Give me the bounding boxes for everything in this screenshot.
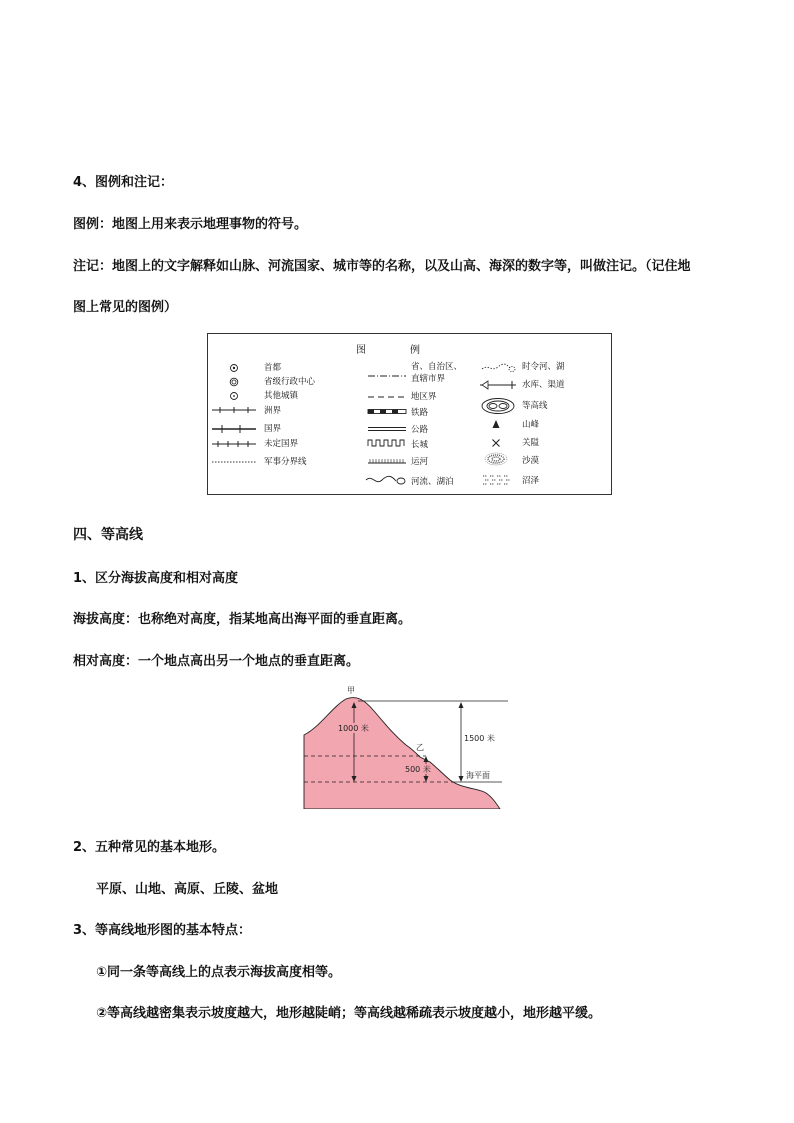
swamp-icon <box>482 474 512 486</box>
legend-label-railway: 铁路 <box>411 408 429 418</box>
military-line-icon <box>212 459 256 465</box>
legend-label-other-town: 其他城镇 <box>264 391 299 401</box>
continent-boundary-icon <box>212 406 256 414</box>
legend-label-pass: 关隘 <box>522 438 540 448</box>
subheading-contour-features: 3、等高线地形图的基本特点： <box>73 923 252 938</box>
legend-label-great-wall: 长城 <box>411 440 429 450</box>
other-town-icon <box>229 391 239 401</box>
note-definition-line1: 注记：地图上的文字解释如山脉、河流国家、城市等的名称，以及山高、海深的数字等，叫做注记。（记住地 <box>73 259 691 274</box>
region-boundary-icon <box>368 394 406 400</box>
legend-label-province-boundary-2: 直辖市界 <box>411 374 446 384</box>
legend-title-right: 例 <box>410 345 420 356</box>
relative-height-definition: 相对高度：一个地点高出另一个地点的垂直距离。 <box>73 654 360 669</box>
legend-label-seasonal-river: 时令河、湖 <box>522 362 565 372</box>
note-definition-line2: 图上常见的图例） <box>73 300 178 315</box>
undefined-boundary-icon <box>212 440 256 448</box>
legend-label-undefined-boundary: 未定国界 <box>264 439 299 449</box>
legend-label-river-lake: 河流、湖泊 <box>411 477 454 487</box>
label-sea-level: 海平面 <box>466 771 490 780</box>
pass-icon <box>491 438 501 448</box>
province-boundary-icon <box>368 373 406 379</box>
altitude-definition: 海拔高度：也称绝对高度，指某地高出海平面的垂直距离。 <box>73 612 412 627</box>
desert-icon <box>484 452 508 466</box>
section-heading-legend-notes: 4、图例和注记： <box>73 175 174 190</box>
railway-icon <box>368 408 406 416</box>
legend-label-military-line: 军事分界线 <box>264 457 307 467</box>
great-wall-icon <box>368 438 406 448</box>
legend-label-contour: 等高线 <box>522 401 548 411</box>
reservoir-channel-icon <box>480 380 516 390</box>
legend-label-province-boundary-1: 省、自治区、 <box>411 362 463 372</box>
landforms-list: 平原、山地、高原、丘陵、盆地 <box>96 882 279 897</box>
capital-icon <box>229 363 239 373</box>
label-point-jia: 甲 <box>347 686 355 695</box>
section-title-contour: 四、等高线 <box>73 527 143 543</box>
label-500m: 500 米 <box>405 765 431 774</box>
mountain-profile <box>304 698 500 810</box>
legend-label-desert: 沙漠 <box>522 456 540 466</box>
subheading-altitude: 1、区分海拔高度和相对高度 <box>73 571 239 586</box>
legend-label-highway: 公路 <box>411 425 429 435</box>
map-legend-figure <box>207 333 612 495</box>
highway-icon <box>368 426 406 432</box>
legend-label-swamp: 沼泽 <box>522 476 540 486</box>
subheading-landforms: 2、五种常见的基本地形。 <box>73 840 226 855</box>
legend-label-canal: 运河 <box>411 457 429 467</box>
legend-label-provincial-center: 省级行政中心 <box>264 377 316 387</box>
label-1000m: 1000 米 <box>338 724 369 733</box>
national-boundary-icon <box>212 425 256 433</box>
label-1500m: 1500 米 <box>464 734 495 743</box>
peak-icon <box>491 419 501 429</box>
provincial-center-icon <box>229 377 239 387</box>
contour-feature-1: ①同一条等高线上的点表示海拔高度相等。 <box>96 965 342 980</box>
legend-label-national-boundary: 国界 <box>264 424 282 434</box>
label-point-yi: 乙 <box>416 743 424 752</box>
legend-label-peak: 山峰 <box>522 420 540 430</box>
legend-label-continent-boundary: 洲界 <box>264 406 282 416</box>
river-lake-icon <box>366 472 406 488</box>
contour-icon <box>480 397 516 415</box>
legend-title-left: 图 <box>356 345 366 356</box>
legend-label-capital: 首都 <box>264 363 282 373</box>
seasonal-river-icon <box>480 360 516 376</box>
canal-icon <box>368 458 406 466</box>
legend-label-region-boundary: 地区界 <box>411 392 437 402</box>
legend-definition: 图例：地图上用来表示地理事物的符号。 <box>73 217 308 232</box>
contour-feature-2: ②等高线越密集表示坡度越大，地形越陡峭；等高线越稀疏表示坡度越小，地形越平缓。 <box>96 1006 602 1021</box>
altitude-profile-figure <box>302 683 508 809</box>
legend-label-reservoir-channel: 水库、渠道 <box>522 380 565 390</box>
